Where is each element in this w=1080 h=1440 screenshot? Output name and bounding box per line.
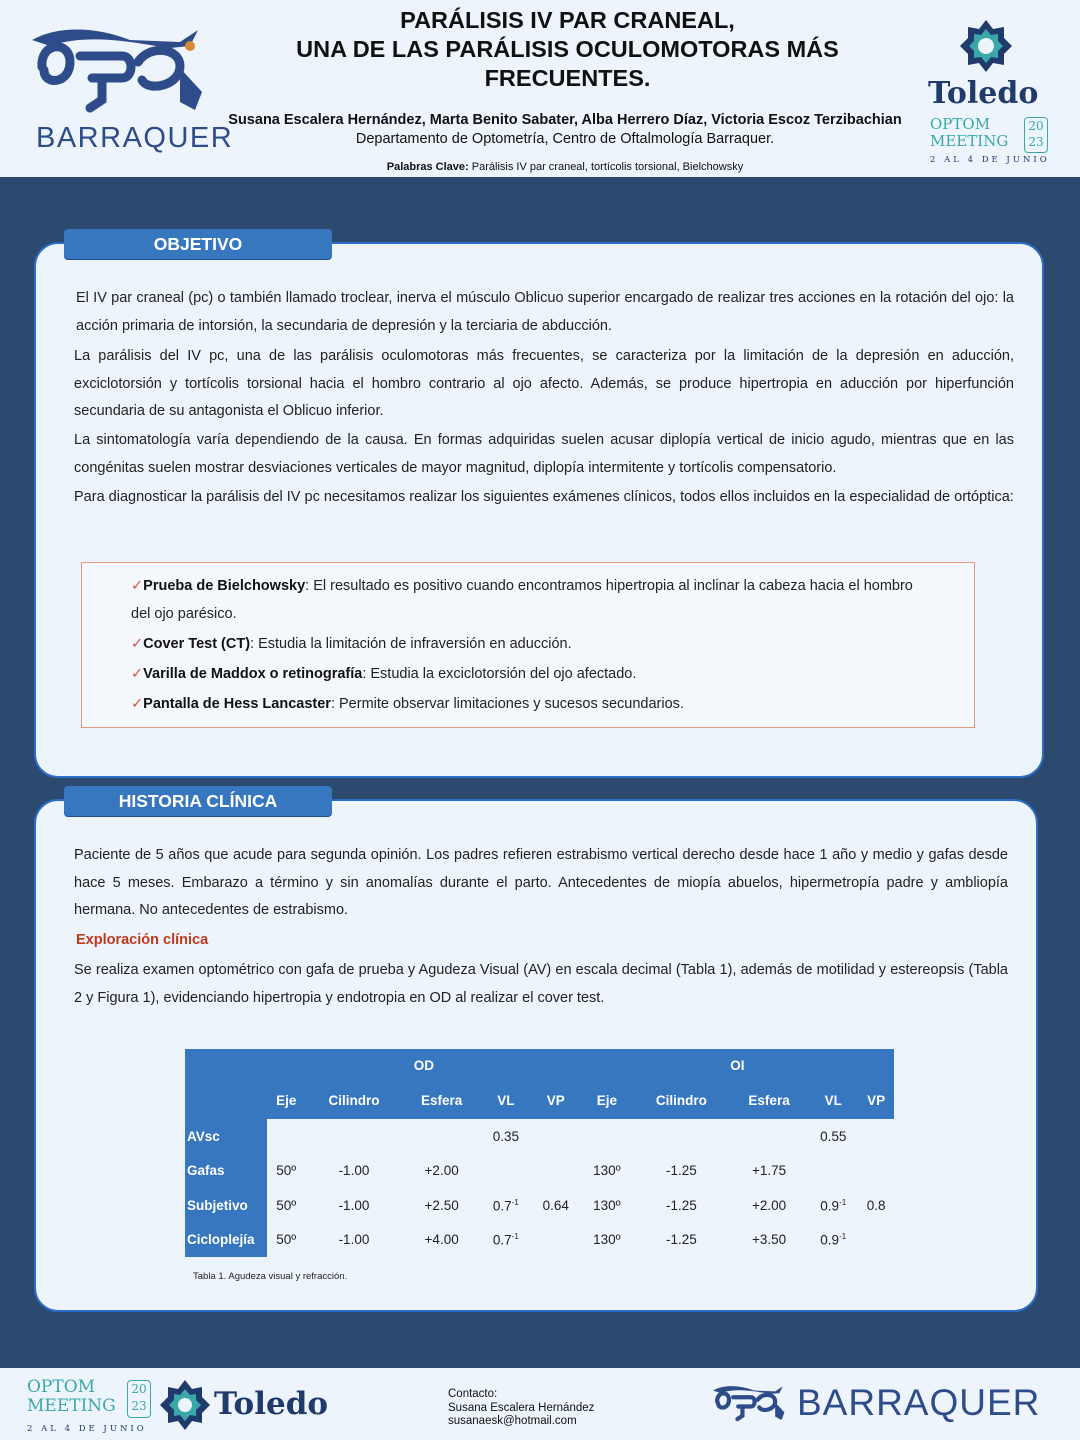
table-cell: 130º [581,1223,633,1258]
table-cell [531,1154,581,1189]
table-cell [306,1119,403,1154]
row-label: AVsc [185,1119,267,1154]
column-header: VP [867,1092,886,1108]
table-cell: -1.00 [306,1188,403,1223]
footer-star-emblem-icon [158,1378,212,1432]
cell-superscript: -1 [511,1232,519,1241]
year-top: 20 [1028,119,1044,133]
table-cell [808,1154,858,1189]
exam-desc: : Permite observar limitaciones y sucesos secundarios. [330,696,684,712]
barraquer-wordmark: BARRAQUER [36,122,234,154]
checkmark-icon: ✓ [131,696,144,712]
table-cell: -1.25 [633,1154,730,1189]
exploracion-heading: Exploración clínica [76,932,209,948]
exam-name: Cover Test (CT) [143,636,251,652]
table-cell [730,1119,808,1154]
footer-barraquer-wordmark: BARRAQUER [797,1382,1041,1423]
list-item [131,573,961,601]
table-cell: +1.75 [730,1154,808,1189]
cell-superscript: -1 [839,1232,847,1241]
objetivo-paragraph-1: El IV par craneal (pc) o también llamado troclear, inerva el músculo Oblicuo superior encargado de realizar tres acciones en la rotación del ojo: la acción primaria de intorsión, la secundaria de depresión y la terciaria de abducción. [76,290,1014,334]
column-header: Eje [276,1092,297,1108]
exploracion-text: Se realiza examen optométrico con gafa de prueba y Agudeza Visual (AV) en escala decimal (Tabla 1), además de motilidad y estereopsis (Tabla 2 y Figura 1), evidenciando hipertropia y endotropia en OD al realizar el cover test. [74,962,1008,1006]
table-cell [858,1223,894,1258]
row-label: Gafas [185,1154,267,1189]
keywords-text: Parálisis IV par craneal, tortícolis torsional, Bielchowsky [471,161,744,173]
row-label: Cicloplejía [185,1223,267,1258]
list-item [131,631,961,659]
table-cell [581,1119,633,1154]
contact-email: susanaesk@hotmail.com [448,1415,577,1427]
table-row [185,1119,894,1154]
exam-desc: : Estudia la exciclotorsión del ojo afectado. [362,666,637,682]
table-cell: -1.00 [306,1223,403,1258]
cell-value: 0.9 [820,1198,840,1213]
department: Departamento de Optometría, Centro de Oftalmología Barraquer. [355,131,775,147]
cell-value: 0.9 [820,1232,840,1248]
footer-year-badge [127,1380,151,1418]
authors: Susana Escalera Hernández, Marta Benito Sabater, Alba Herrero Díaz, Victoria Escoz Terzibachian [228,112,902,128]
table-cell [858,1154,894,1189]
optom-line-1: OPTOM [930,115,991,133]
star-emblem-icon [924,18,1054,78]
checkmark-icon: ✓ [131,578,144,594]
table-cell [808,1223,858,1258]
column-header: Cilindro [328,1092,380,1108]
footer-event-dates: 2 AL 4 DE JUNIO [27,1424,147,1434]
title-line-1: PARÁLISIS IV PAR CRANEAL, [400,7,735,33]
keywords-label: Palabras Clave: [386,161,469,173]
table-cell: 130º [581,1188,633,1223]
list-item [131,691,961,719]
table-cell: 0.8 [858,1188,894,1223]
table-cell [402,1119,480,1154]
objetivo-heading: OBJETIVO [64,229,332,259]
footer-toledo-wordmark: Toledo [214,1386,329,1422]
table-cell [481,1223,531,1258]
column-header: Eje [596,1092,617,1108]
exam-desc-cont: del ojo parésico. [131,606,237,622]
contact-label: Contacto: [448,1388,498,1400]
cell-superscript: -1 [839,1197,847,1207]
objetivo-paragraph-4: Para diagnosticar la parálisis del IV pc necesitamos realizar los siguientes exámenes clínicos, todos ellos incluidos en la especialidad de ortóptica: [74,489,1014,505]
column-header: Esfera [748,1092,790,1108]
optom-line-1: OPTOM [27,1377,96,1397]
objetivo-paragraph-3: La sintomatología varía dependiendo de la causa. En formas adquiridas suelen acusar diplopía vertical de inicio agudo, mientras que en las congénitas suelen mostrar desviaciones verticales de mayor magnitud, diplopía intermitente y tortícolis compensatorio. [74,432,1014,476]
group-od: OD [413,1057,434,1073]
table-cell [481,1154,531,1189]
table-cell [808,1188,858,1223]
header-divider [0,177,1080,180]
title-line-2: UNA DE LAS PARÁLISIS OCULOMOTORAS MÁS [296,36,839,62]
table-cell: +2.50 [402,1188,480,1223]
table-row [185,1188,894,1223]
exam-desc: : El resultado es positivo cuando encontramos hipertropia al inclinar la cabeza hacia el hombro [305,578,913,594]
year-bottom: 23 [1028,135,1044,149]
optom-line-2: MEETING [930,132,1009,150]
poster-title [210,6,925,93]
exam-desc: : Estudia la limitación de infraversión en aducción. [250,636,572,652]
table-cell: -1.25 [633,1188,730,1223]
table-corner [185,1049,267,1081]
row-label: Subjetivo [185,1188,267,1223]
contact-name: Susana Escalera Hernández [448,1401,595,1414]
table-cell: 130º [581,1154,633,1189]
optom-line-2: MEETING [27,1396,116,1416]
list-item [131,661,961,689]
column-header: VL [497,1092,515,1108]
table-cell [267,1119,306,1154]
table-cell: -1.00 [306,1154,403,1189]
table-cell: 0.35 [481,1119,531,1154]
column-header: Cilindro [655,1092,707,1108]
objetivo-paragraph-2: La parálisis del IV pc, una de las parálisis oculomotoras más frecuentes, se caracteriza por la limitación de la depresión en aducción, exciclotorsión y tortícolis torsional hacia el hombro contrario al ojo afecto. Además, se produce hipertropia en aducción por hiperfunción secundaria de su antagonista el Oblicuo inferior. [74,348,1014,419]
table-cell: -1.25 [633,1223,730,1258]
table-cell: +2.00 [730,1188,808,1223]
year-badge [1024,117,1048,153]
historia-heading: HISTORIA CLÍNICA [64,786,332,816]
footer-optom-text [27,1378,116,1416]
table-caption: Tabla 1. Agudeza visual y refracción. [193,1271,348,1282]
table-cell: 50º [267,1188,306,1223]
year-top: 20 [131,1382,147,1396]
table-cell [531,1119,581,1154]
column-header: VL [824,1092,842,1108]
table-cell: 0.55 [808,1119,858,1154]
eye-of-horus-icon [30,22,210,122]
barraquer-logo [30,22,234,157]
list-item-continuation [131,601,961,629]
refraction-table [185,1049,894,1257]
event-dates: 2 AL 4 DE JUNIO [930,155,1050,165]
table-row [185,1154,894,1189]
table-cell: 50º [267,1223,306,1258]
optom-meeting-text [930,116,1008,150]
table-cell: +3.50 [730,1223,808,1258]
column-header: VP [546,1092,565,1108]
column-header-row [185,1081,894,1119]
cell-value: 0.7 [492,1198,512,1213]
exam-name: Prueba de Bielchowsky [143,578,306,594]
year-bottom: 23 [131,1399,147,1413]
toledo-optom-logo [924,18,1054,168]
table-corner [185,1081,267,1119]
table-cell [858,1119,894,1154]
table-cell [481,1188,531,1223]
historia-intro: Paciente de 5 años que acude para segunda opinión. Los padres refieren estrabismo vertical derecho desde hace 1 año y medio y gafas desde hace 5 meses. Embarazo a término y sin anomalías durante el parto. Antecedentes de miopía abuelos, hipermetropía padre y ambliopía hermana. No antecedentes de estrabismo. [74,847,1008,918]
title-line-3: FRECUENTES. [484,65,651,91]
footer-eye-of-horus-icon [708,1383,792,1425]
cell-superscript: -1 [511,1197,519,1207]
table-cell: 50º [267,1154,306,1189]
exam-name: Varilla de Maddox o retinografía [143,666,363,682]
column-header: Esfera [421,1092,463,1108]
table-cell: +2.00 [402,1154,480,1189]
checkmark-icon: ✓ [131,636,144,652]
checkmark-icon: ✓ [131,666,144,682]
keywords [200,161,930,173]
table-cell: +4.00 [402,1223,480,1258]
toledo-wordmark: Toledo [928,76,1039,111]
table-row [185,1223,894,1258]
table-cell: 0.64 [531,1188,581,1223]
group-oi: OI [730,1057,745,1073]
exams-list [81,562,975,728]
contact-block [448,1388,594,1429]
exam-name: Pantalla de Hess Lancaster [143,696,331,712]
cell-value: 0.7 [492,1232,512,1248]
table-cell [531,1223,581,1258]
table-cell [633,1119,730,1154]
